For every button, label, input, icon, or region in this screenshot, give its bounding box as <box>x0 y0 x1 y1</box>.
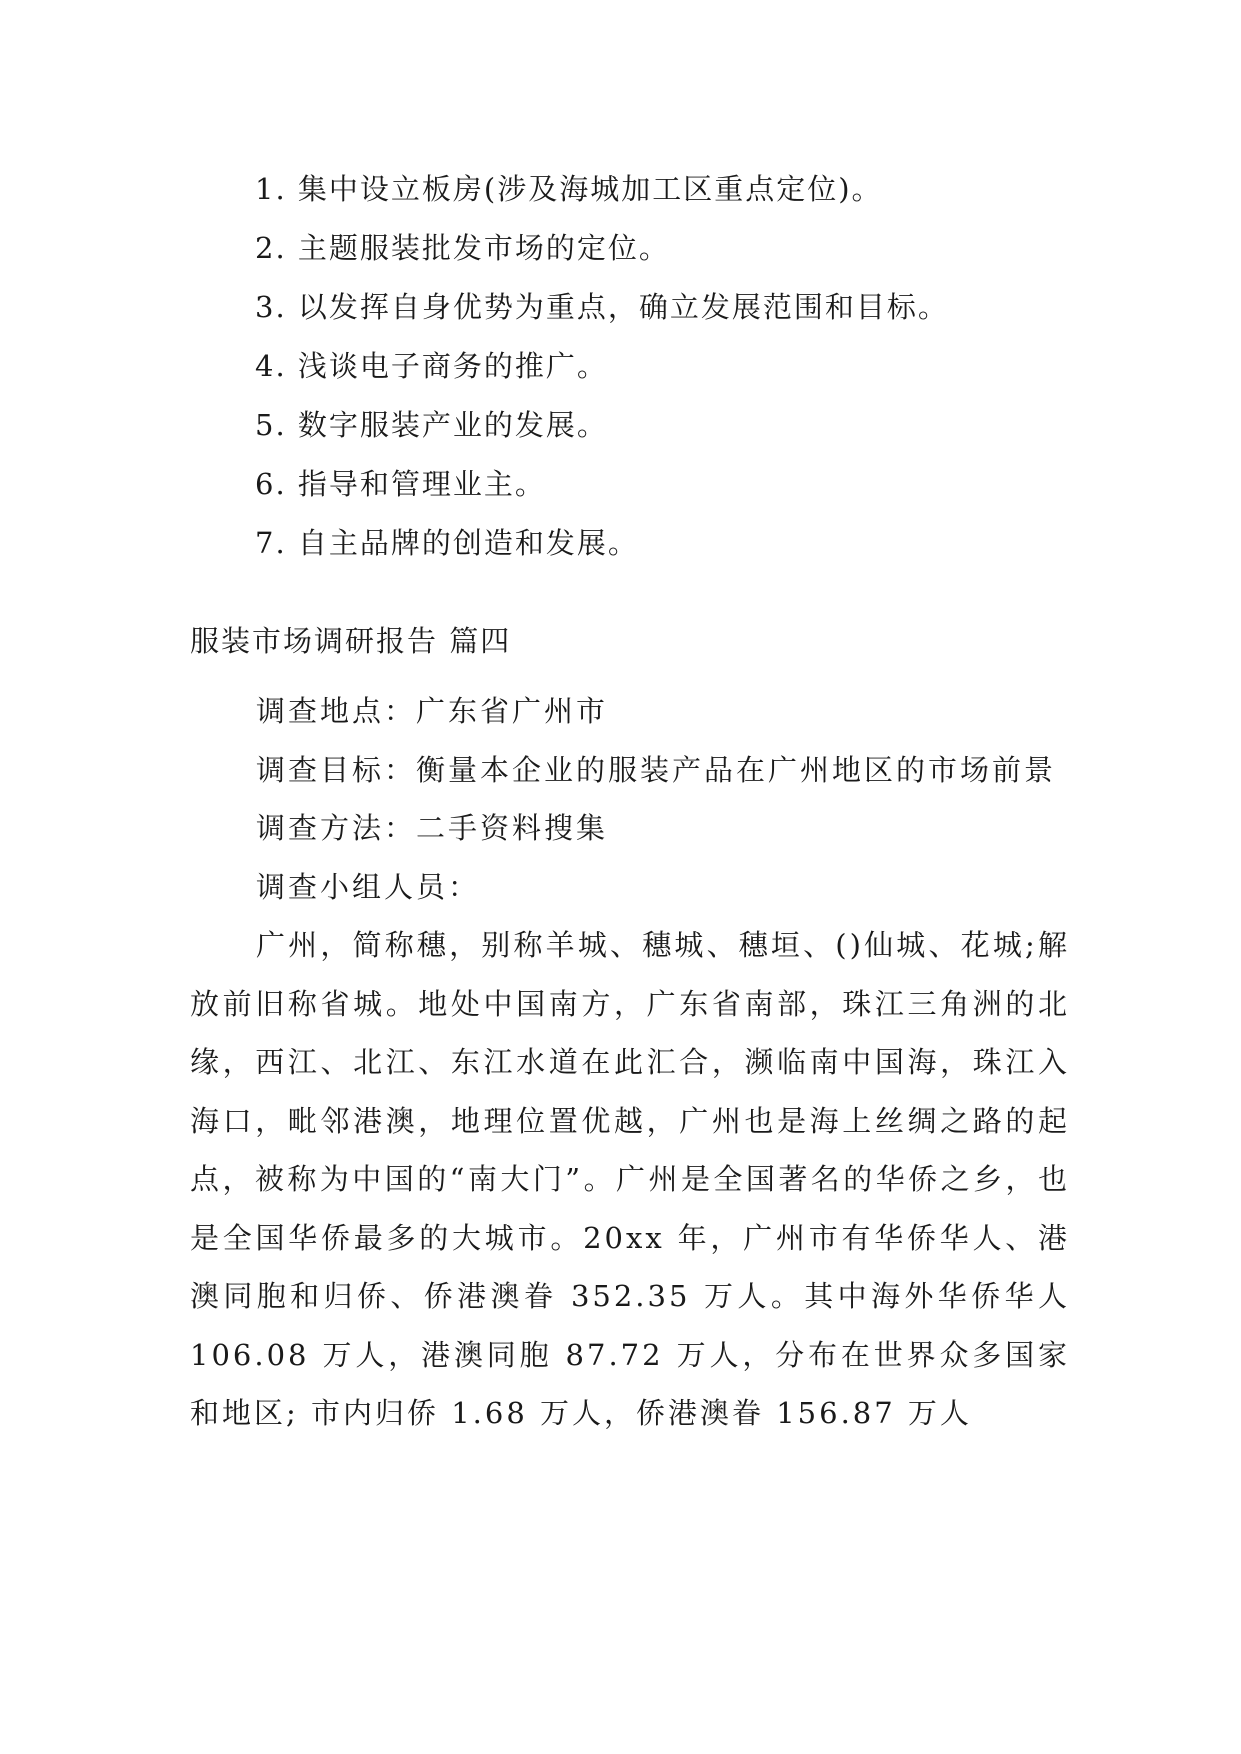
survey-method: 调查方法：二手资料搜集 <box>256 811 609 845</box>
list-item: 4. 浅谈电子商务的推广。 <box>255 349 608 383</box>
survey-goal: 调查目标：衡量本企业的服装产品在广州地区的市场前景 <box>256 752 1057 787</box>
list-item: 1. 集中设立板房(涉及海城加工区重点定位)。 <box>255 172 883 206</box>
list-item: 5. 数字服装产业的发展。 <box>255 408 608 442</box>
numbered-list <box>255 160 1115 573</box>
survey-location: 调查地点：广东省广州市 <box>256 694 609 728</box>
list-item: 6. 指导和管理业主。 <box>255 467 546 501</box>
survey-team: 调查小组人员： <box>256 869 481 904</box>
list-item: 3. 以发挥自身优势为重点，确立发展范围和目标。 <box>255 290 949 324</box>
list-item: 2. 主题服装批发市场的定位。 <box>255 231 670 265</box>
list-item: 7. 自主品牌的创造和发展。 <box>255 526 639 560</box>
report-body <box>190 682 1070 1443</box>
body-paragraph: 广州，简称穗，别称羊城、穗城、穗垣、()仙城、花城;解放前旧称省城。地处中国南方，广东省南部，珠江三角洲的北缘，西江、北江、东江水道在此汇合，濒临南中国海，珠江入海口，毗邻港澳，地理位置优越，广州也是海上丝绸之路的起点，被称为中国的“南大门”。广州是全国著名的华侨之乡，也是全国华侨最多的大城市。20xx 年，广州市有华侨华人、港澳同胞和归侨、侨港澳眷 352.35 万人。其中海外华侨华人 106.08 万人，港澳同胞 87.72 万人，分布在世界众多国家和地区; 市内归侨 1.68 万人，侨港澳眷 156.87 万人 <box>190 928 1070 1430</box>
section-heading: 服装市场调研报告 篇四 <box>190 624 512 658</box>
